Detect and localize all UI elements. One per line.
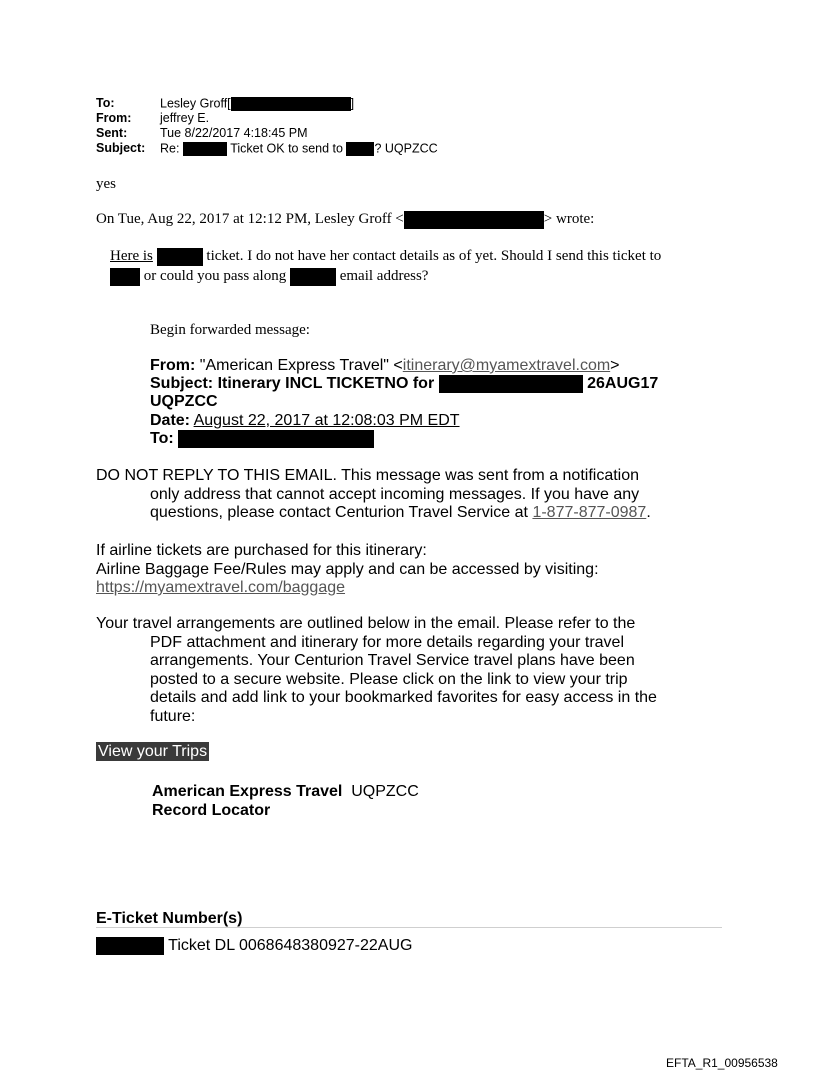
sent-value: Tue 8/22/2017 4:18:45 PM	[160, 126, 308, 140]
to-label: To:	[96, 96, 115, 110]
eticket-heading: E-Ticket Number(s)	[96, 910, 243, 927]
record-label: Record Locator	[152, 801, 271, 819]
forwarded-to: To:	[150, 430, 374, 449]
from-label: From:	[96, 111, 132, 125]
forwarded-from: From: "American Express Travel" <itinerary@myamextravel.com>	[150, 357, 620, 374]
redaction-box	[183, 142, 227, 156]
redaction-box	[157, 248, 203, 266]
divider	[96, 927, 722, 928]
redaction-box	[346, 142, 374, 156]
quote-attribution: On Tue, Aug 22, 2017 at 12:12 PM, Lesley Groff < > wrote:	[96, 211, 595, 227]
arrangements-paragraph: Your travel arrangements are outlined below in the email. Please refer to the PDF attachment and itinerary for more details regarding your travel arrangements. Your Centurion Travel Service travel plans have been posted to a secure website. Please click on the link to view your trip details and add link to your bookmarked favorites for easy access in the future:	[96, 615, 657, 725]
forwarded-subject-code: UQPZCC	[150, 393, 218, 410]
ticket-number: Ticket DL 0068648380927-22AUG	[168, 937, 413, 955]
redaction-box	[178, 430, 374, 448]
record-locator	[152, 783, 419, 820]
forwarded-date: Date: August 22, 2017 at 12:08:03 PM EDT	[150, 412, 460, 429]
redaction-box	[231, 97, 351, 111]
forwarded-subject: Subject: Itinerary INCL TICKETNO for 26AUG17	[150, 375, 659, 393]
view-trips-label: View your Trips	[98, 743, 208, 760]
record-company: American Express Travel	[152, 783, 343, 800]
sender-email-link[interactable]: itinerary@myamextravel.com	[402, 357, 611, 374]
sent-label: Sent:	[96, 126, 128, 140]
redaction-box	[290, 268, 336, 286]
record-code: UQPZCC	[351, 783, 419, 800]
quoted-line-1: Here is ticket. I do not have her contact details as of yet. Should I send this ticket to	[110, 248, 662, 264]
reply-text: yes	[96, 176, 116, 192]
view-trips-link[interactable]	[96, 743, 209, 761]
redaction-box	[439, 375, 583, 393]
forwarded-intro: Begin forwarded message:	[150, 322, 310, 338]
baggage-link[interactable]: https://myamextravel.com/baggage	[96, 579, 346, 596]
subject-label: Subject:	[96, 141, 146, 155]
eticket-row	[96, 937, 412, 956]
subject-value: Re: Ticket OK to send to ? UQPZCC	[160, 141, 438, 156]
redaction-box	[404, 211, 544, 229]
redaction-box	[96, 937, 164, 955]
phone-link[interactable]: 1-877-877-0987	[532, 504, 647, 521]
baggage-info: If airline tickets are purchased for this itinerary: Airline Baggage Fee/Rules may apply and can be accessed by visiting: https://myamextravel.com/baggage	[96, 542, 599, 596]
quoted-line-2: or could you pass along email address?	[110, 266, 428, 286]
to-value: Lesley Groff[ ]	[160, 96, 355, 111]
redaction-box	[110, 268, 140, 286]
document-id: EFTA_R1_00956538	[666, 1056, 778, 1070]
from-value: jeffrey E.	[160, 111, 210, 125]
no-reply-notice: DO NOT REPLY TO THIS EMAIL. This message was sent from a notification only address that cannot accept incoming messages. If you have any questions, please contact Centurion Travel Service at 1-877-877-0987.	[96, 467, 651, 521]
